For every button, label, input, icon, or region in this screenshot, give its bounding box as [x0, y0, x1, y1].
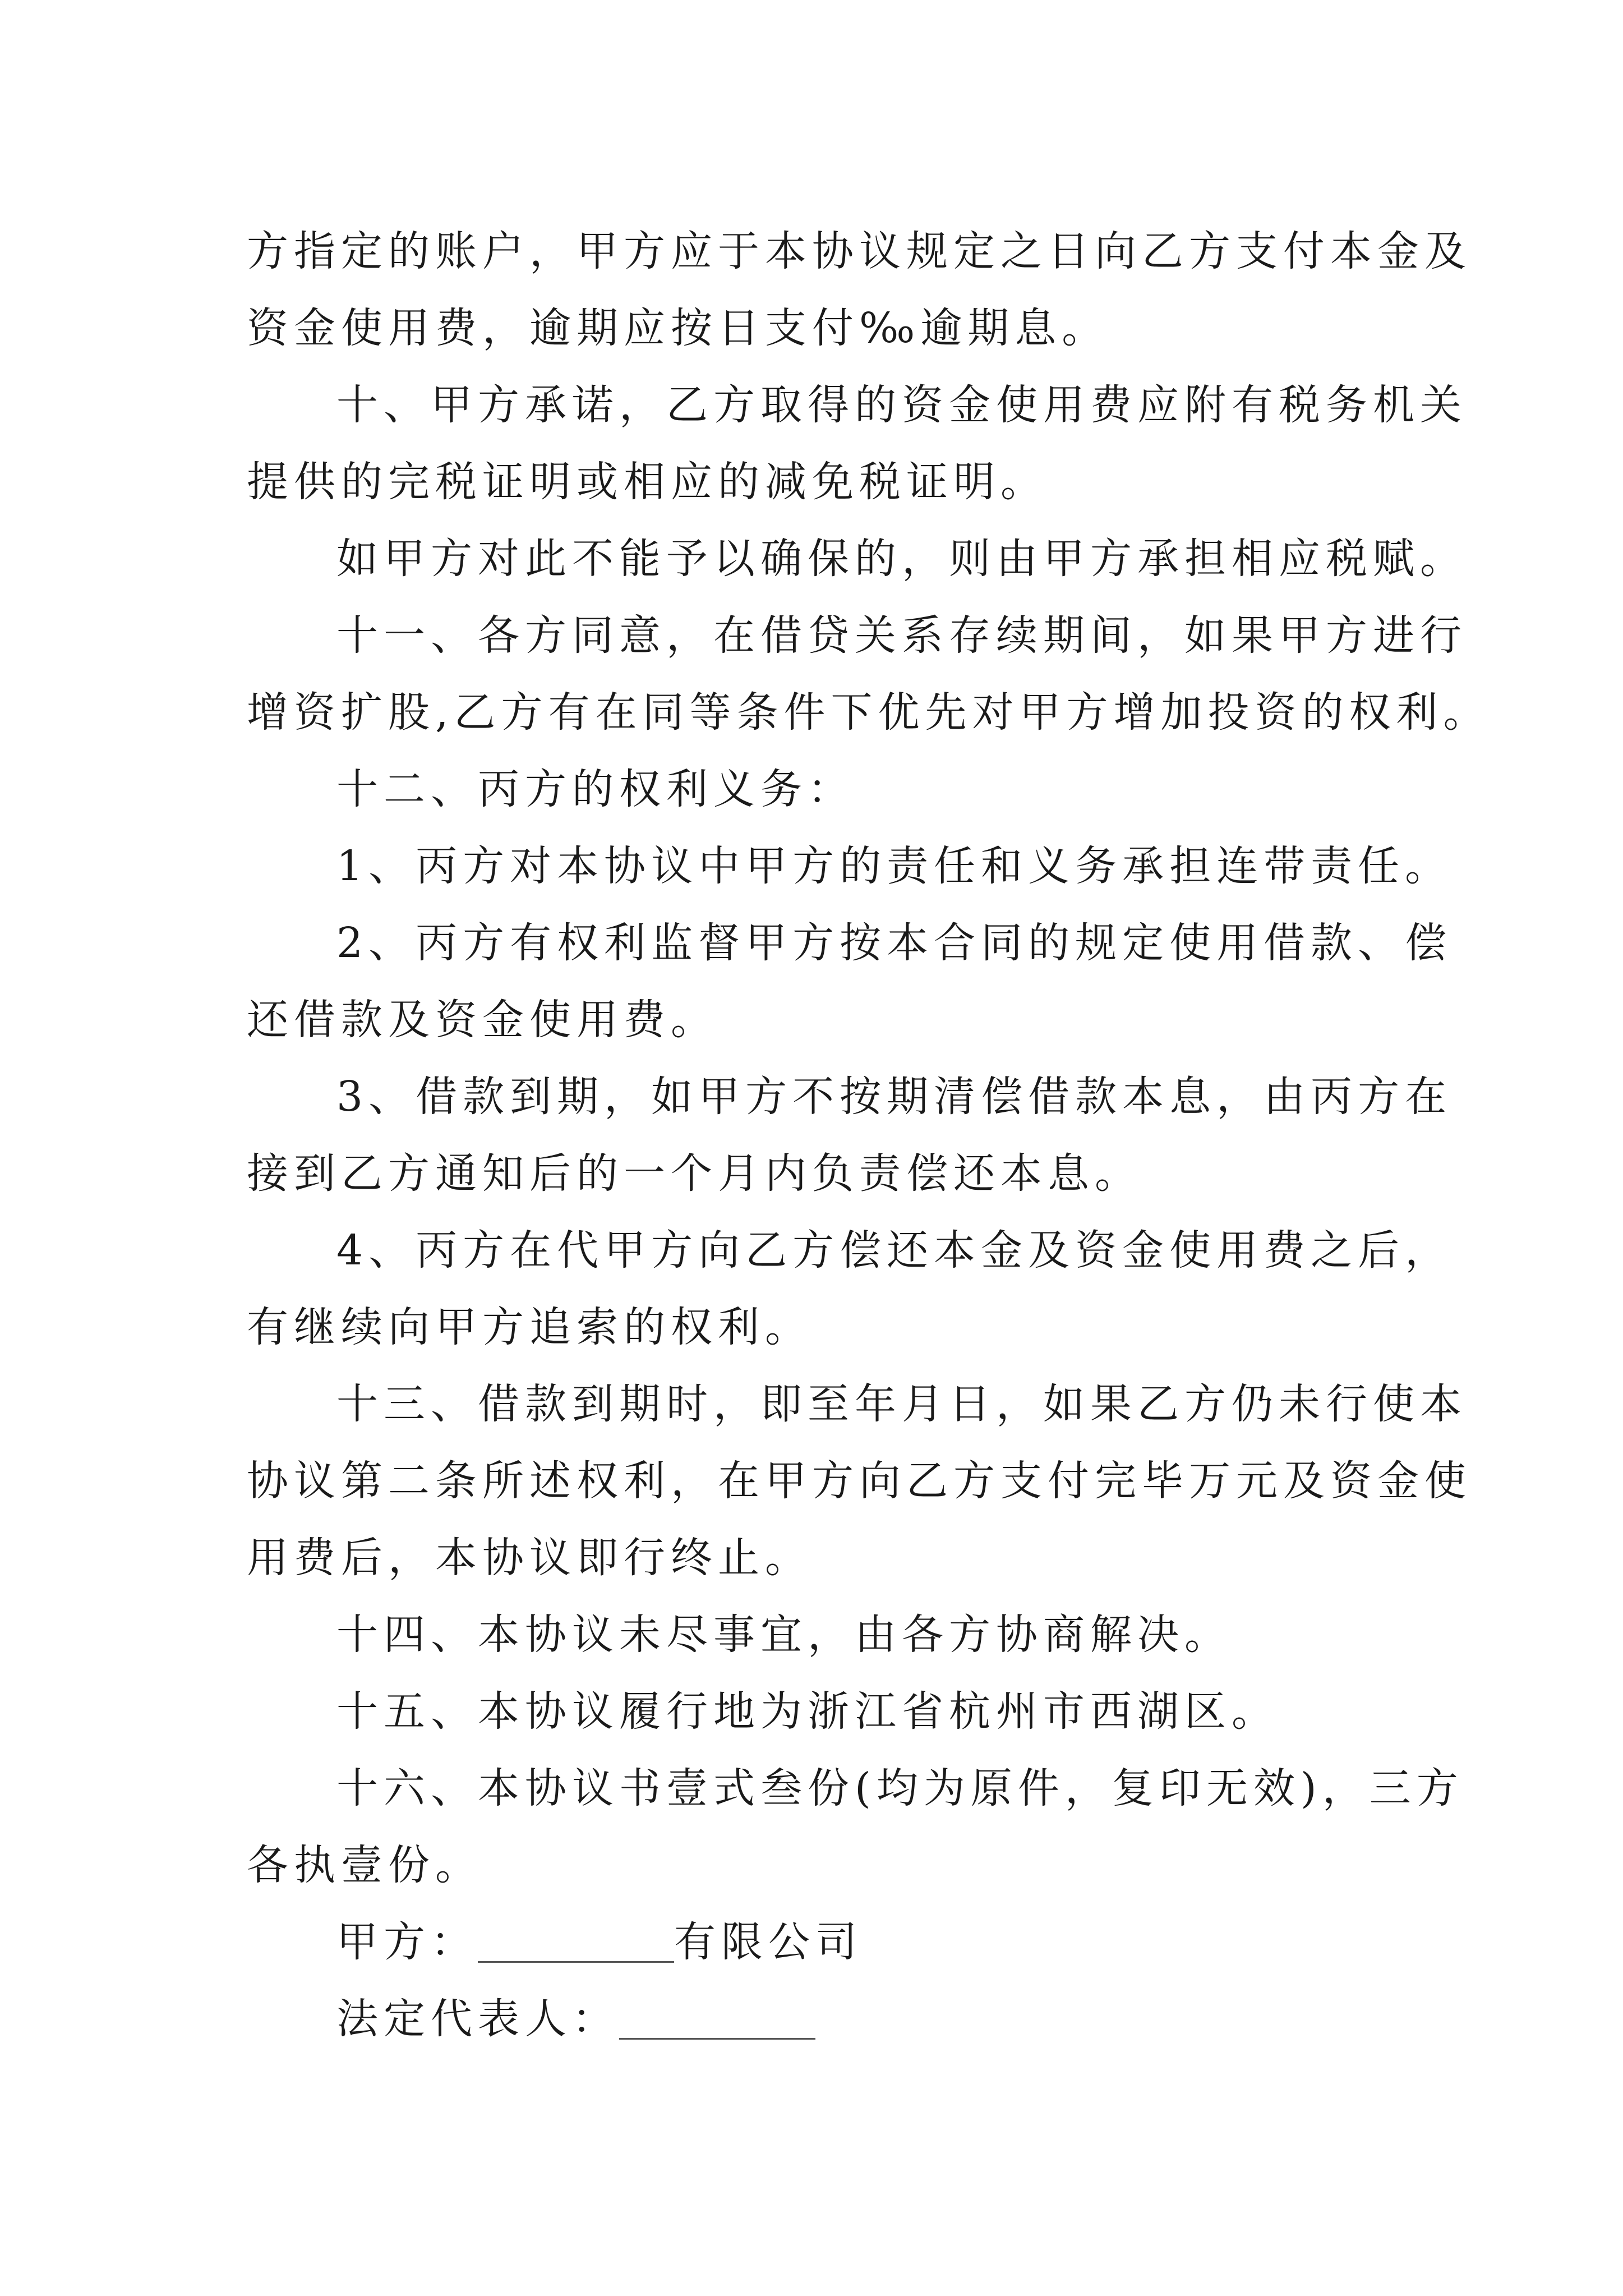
clause-12-item-3: 3、借款到期，如甲方不按期清偿借款本息，由丙方在: [336, 1073, 1453, 1121]
paragraph-line: 如甲方对此不能予以确保的，则由甲方承担相应税赋。: [336, 535, 1467, 583]
clause-14-line: 十四、本协议未尽事宜，由各方协商解决。: [336, 1611, 1232, 1659]
clause-12-item-4: 4、丙方在代甲方向乙方偿还本金及资金使用费之后，: [336, 1226, 1453, 1274]
clause-10-line: 十、甲方承诺，乙方取得的资金使用费应附有税务机关: [336, 381, 1467, 429]
paragraph-line: 增资扩股,乙方有在同等条件下优先对甲方增加投资的权利。: [247, 688, 1491, 737]
paragraph-line: 协议第二条所述权利，在甲方向乙方支付完毕万元及资金使: [247, 1457, 1472, 1505]
clause-16-line: 十六、本协议书壹式叁份(均为原件，复印无效)，三方: [336, 1764, 1464, 1812]
clause-12-item-2: 2、丙方有权利监督甲方按本合同的规定使用借款、偿: [336, 919, 1453, 967]
legal-representative-row: [247, 1981, 1385, 2058]
paragraph-line: 方指定的账户，甲方应于本协议规定之日向乙方支付本金及: [247, 227, 1472, 275]
paragraph-line: 接到乙方通知后的一个月内负责偿还本息。: [247, 1149, 1142, 1198]
paragraph-line: 提供的完税证明或相应的减免税证明。: [247, 458, 1048, 506]
paragraph-line: 还借款及资金使用费。: [247, 996, 718, 1044]
document-body: [247, 213, 1491, 2058]
clause-13-line: 十三、借款到期时，即至年月日，如果乙方仍未行使本: [336, 1380, 1467, 1428]
clause-12-item-1: 1、丙方对本协议中甲方的责任和义务承担连带责任。: [336, 842, 1453, 890]
clause-15-line: 十五、本协议履行地为浙江省杭州市西湖区。: [336, 1687, 1279, 1736]
paragraph-line: 用费后，本协议即行终止。: [247, 1534, 812, 1582]
clause-12-heading: 十二、丙方的权利义务：: [336, 765, 855, 813]
paragraph-line: 有继续向甲方追索的权利。: [247, 1303, 812, 1351]
legal-rep-blank-line: [619, 1993, 815, 2040]
paragraph-line: 资金使用费，逾期应按日支付‰逾期息。: [247, 304, 1109, 352]
party-a-label: 甲方：: [336, 1918, 478, 1966]
party-a-suffix: 有限公司: [674, 1918, 863, 1966]
party-a-blank-line: [478, 1916, 674, 1963]
clause-11-line: 十一、各方同意，在借贷关系存续期间，如果甲方进行: [336, 611, 1467, 660]
legal-rep-label: 法定代表人：: [336, 1995, 619, 2043]
paragraph-line: 各执壹份。: [247, 1841, 482, 1889]
party-a-signature-row: [247, 1904, 1385, 1981]
